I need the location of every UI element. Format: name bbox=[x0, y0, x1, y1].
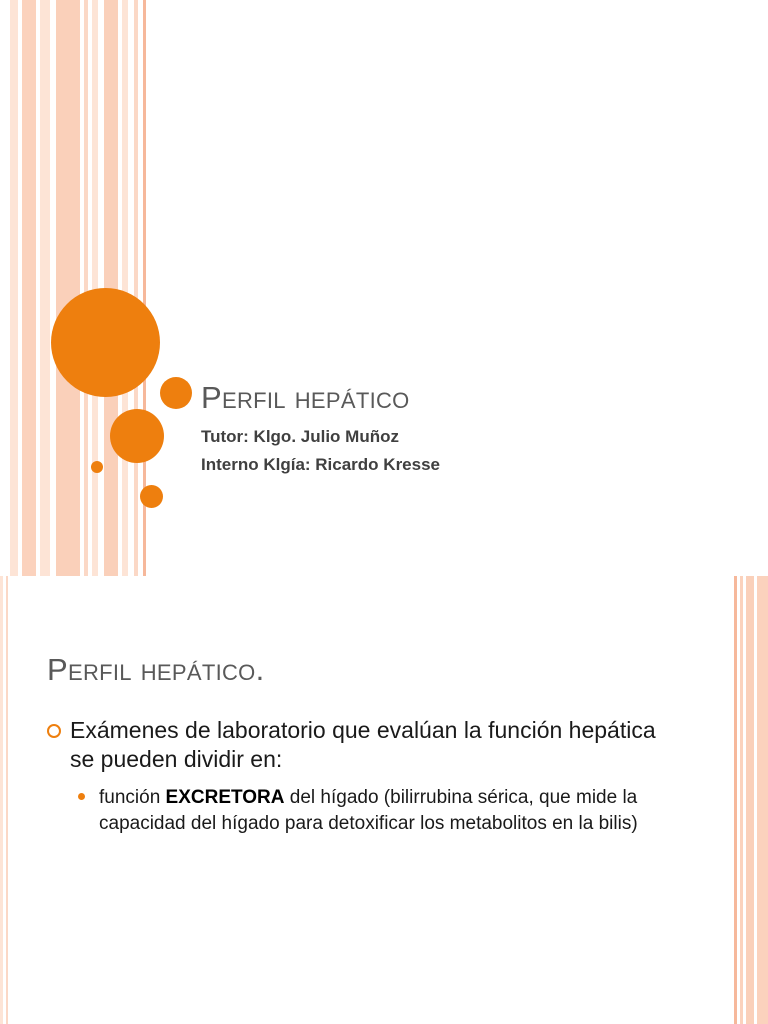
decor-circle-tiny bbox=[91, 461, 103, 473]
tutor-line: Tutor: Klgo. Julio Muñoz bbox=[201, 427, 399, 446]
decor-stripe bbox=[740, 576, 743, 1024]
sub-bullet-emphasis: EXCRETORA bbox=[165, 787, 285, 808]
sub-bullet-item bbox=[78, 785, 678, 837]
decor-stripe bbox=[746, 576, 754, 1024]
ring-bullet-icon bbox=[47, 724, 61, 738]
decor-stripe bbox=[757, 576, 768, 1024]
decor-stripe bbox=[40, 0, 50, 576]
decor-stripe bbox=[134, 0, 138, 576]
dot-bullet-icon bbox=[78, 793, 85, 800]
decor-stripe bbox=[0, 576, 3, 1024]
sub-bullet-prefix: función bbox=[99, 787, 166, 808]
bullet-item bbox=[47, 716, 667, 774]
slide-title: Perfil hepático bbox=[201, 380, 410, 415]
decor-stripe bbox=[734, 576, 737, 1024]
decor-circle-medium bbox=[110, 409, 164, 463]
decor-stripe bbox=[6, 576, 8, 1024]
slide-title: Perfil hepático. bbox=[47, 652, 265, 687]
decor-circle-small bbox=[160, 377, 192, 409]
decor-stripe bbox=[10, 0, 18, 576]
decor-stripe bbox=[22, 0, 36, 576]
sub-bullet-text bbox=[99, 785, 678, 837]
bullet-text: Exámenes de laboratorio que evalúan la función hepática se pueden dividir en: bbox=[70, 717, 656, 772]
decor-stripe bbox=[56, 0, 80, 576]
decor-stripe bbox=[122, 0, 128, 576]
content-slide bbox=[0, 576, 768, 1024]
intern-line: Interno Klgía: Ricardo Kresse bbox=[201, 455, 441, 474]
decor-circle-large bbox=[51, 288, 160, 397]
decor-stripe bbox=[84, 0, 88, 576]
sub-bullet-suffix: del hígado (bilirrubina sérica, que mide la capacidad del hígado para detoxificar los metabolitos en la bilis) bbox=[99, 787, 638, 834]
decor-circle-small bbox=[140, 485, 163, 508]
